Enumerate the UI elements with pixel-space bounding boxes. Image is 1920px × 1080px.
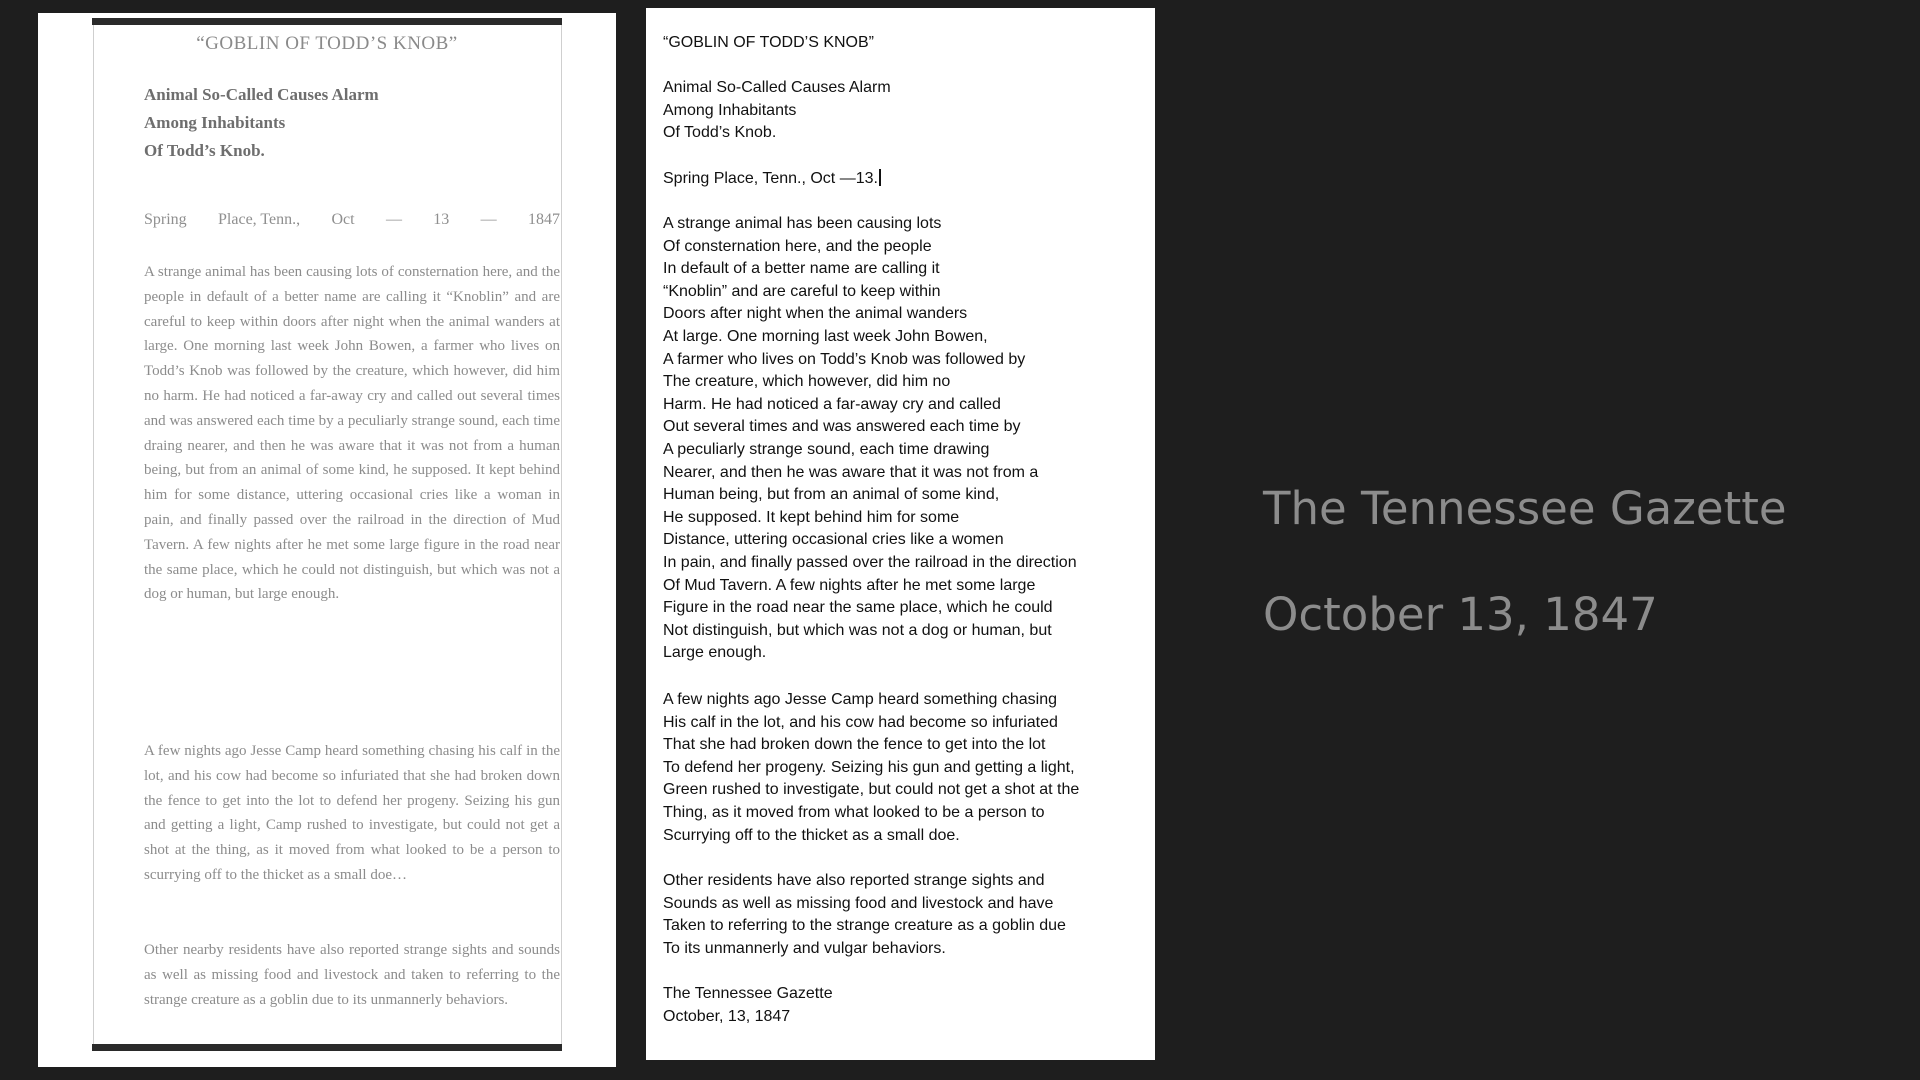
clipping-paragraph: A strange animal has been causing lots of consternation here, and the people in default of a better name are calling it “Knoblin” and are careful to keep within doors after night when the animal wanders at large. One morning last week John Bowen, a farmer who lives on Todd’s Knob was followed by the creature, which however, did him no harm. He had noticed a far-away cry and called out several times and was answered each time by a peculiarly strange sound, each time draing nearer, and then he was aware that it was not from a human being, but from an animal of some kind, he supposed. It kept behind him for some distance, uttering occasional cries like a woman in pain, and finally passed over the railroad in the direction of Mud Tavern. A few nights after he met some large figure in the road near the same place, which he could not distinguish, but which was not a dog or human, but large enough. bbox=[144, 264, 560, 603]
transcript-line: Distance, uttering occasional cries like a women bbox=[663, 531, 1004, 549]
publication-caption: The Tennessee Gazette bbox=[1263, 482, 1787, 535]
transcript-line: A few nights ago Jesse Camp heard something chasing bbox=[663, 691, 1058, 708]
transcript-line: Thing, as it moved from what looked to be a person to bbox=[663, 803, 1045, 821]
dateline-part: — bbox=[480, 211, 497, 228]
transcript-paragraph-1 bbox=[663, 213, 1149, 665]
transcript-line: The creature, which however, did him no bbox=[663, 373, 951, 391]
transcript-title: “GOBLIN OF TODD’S KNOB” bbox=[663, 34, 874, 51]
transcript-line: Human being, but from an animal of some kind, bbox=[663, 486, 1000, 504]
clipping-paragraph: A few nights ago Jesse Camp heard something chasing his calf in the lot, and his cow had become so infuriated that she had broken down the fence to get into the lot to defend her progeny. Seizing his gun and getting a light, Camp rushed to investigate, but could not get a shot at the thing, as it moved from what looked to be a person to scurrying off to the thicket as a small doe… bbox=[144, 743, 560, 883]
clipping-right-border bbox=[561, 25, 562, 1044]
transcript-line: October, 13, 1847 bbox=[663, 1007, 791, 1025]
transcript-line: Other residents have also reported strange sights and bbox=[663, 872, 1045, 889]
transcript-line: Nearer, and then he was aware that it was not from a bbox=[663, 463, 1039, 481]
transcript-source bbox=[663, 983, 1149, 1028]
transcript-paragraph-2 bbox=[663, 689, 1149, 847]
clipping-headline: “GOBLIN OF TODD’S KNOB” bbox=[196, 33, 458, 54]
dateline-part: — bbox=[385, 211, 402, 228]
transcript-line: “Knoblin” and are careful to keep within bbox=[663, 282, 941, 300]
dateline-part: Spring bbox=[144, 211, 187, 228]
transcript-line: Out several times and was answered each time by bbox=[663, 418, 1021, 436]
transcript-line: Of Mud Tavern. A few nights after he met some large bbox=[663, 576, 1036, 594]
transcript-paragraph-3 bbox=[663, 870, 1149, 960]
date-caption: October 13, 1847 bbox=[1263, 588, 1658, 641]
scanned-clipping bbox=[38, 13, 616, 1067]
clipping-paragraph: Other nearby residents have also reported strange sights and sounds as well as missing food and livestock and taken to referring to the strange creature as a goblin due to its unmannerly behaviors. bbox=[144, 942, 560, 1008]
clipping-left-border bbox=[93, 25, 94, 1044]
transcript-line: Of consternation here, and the people bbox=[663, 237, 932, 255]
transcript-dateline bbox=[663, 168, 1149, 191]
transcript-line: Sounds as well as missing food and livestock and have bbox=[663, 894, 1054, 912]
clipping-subhead-line: Animal So-Called Causes Alarm bbox=[144, 85, 379, 104]
transcript-line: Figure in the road near the same place, which he could bbox=[663, 599, 1053, 617]
transcript-line: The Tennessee Gazette bbox=[663, 985, 833, 1002]
clipping-subhead-line: Among Inhabitants bbox=[144, 113, 286, 132]
clipping-bottom-rule bbox=[92, 1044, 562, 1051]
transcript-subhead bbox=[663, 77, 1149, 145]
clipping-subhead-line: Of Todd’s Knob. bbox=[144, 141, 265, 160]
dateline-part: 1847 bbox=[527, 211, 560, 228]
transcript-line: In default of a better name are calling it bbox=[663, 260, 940, 278]
transcript-line: Of Todd’s Knob. bbox=[663, 124, 777, 142]
transcript-line: A strange animal has been causing lots bbox=[663, 215, 942, 232]
dateline-part: Place, Tenn., bbox=[218, 211, 301, 228]
clipping-subhead bbox=[144, 81, 379, 165]
transcript-line: Taken to referring to the strange creature as a goblin due bbox=[663, 917, 1066, 935]
transcript-line: A farmer who lives on Todd’s Knob was followed by bbox=[663, 350, 1026, 368]
transcript-line: A peculiarly strange sound, each time drawing bbox=[663, 440, 990, 458]
clipping-dateline bbox=[144, 211, 560, 229]
transcript-line: Doors after night when the animal wanders bbox=[663, 305, 968, 323]
transcript-line: To defend her progeny. Seizing his gun and getting a light, bbox=[663, 758, 1075, 776]
clipping-top-rule bbox=[92, 18, 562, 25]
transcript-line: Not distinguish, but which was not a dog or human, but bbox=[663, 621, 1052, 639]
transcript-line: He supposed. It kept behind him for some bbox=[663, 508, 960, 526]
transcript-line: Large enough. bbox=[663, 644, 767, 662]
transcript-line: Harm. He had noticed a far-away cry and called bbox=[663, 395, 1001, 413]
transcript-line: At large. One morning last week John Bowen, bbox=[663, 327, 988, 345]
text-cursor bbox=[879, 169, 881, 186]
dateline-text: Spring Place, Tenn., Oct —13. bbox=[663, 170, 878, 187]
transcript-line: In pain, and finally passed over the railroad in the direction bbox=[663, 553, 1077, 571]
transcript-line: Scurrying off to the thicket as a small doe. bbox=[663, 826, 960, 844]
transcript-line: Green rushed to investigate, but could not get a shot at the bbox=[663, 781, 1080, 799]
transcript-line: That she had broken down the fence to get into the lot bbox=[663, 736, 1046, 754]
dateline-part: Oct bbox=[331, 211, 355, 228]
transcript-line: His calf in the lot, and his cow had become so infuriated bbox=[663, 713, 1058, 731]
transcript-line: Animal So-Called Causes Alarm bbox=[663, 79, 891, 96]
transcript-line: Among Inhabitants bbox=[663, 101, 797, 119]
dateline-part: 13 bbox=[433, 211, 450, 228]
transcription-page[interactable] bbox=[646, 8, 1155, 1060]
transcript-line: To its unmannerly and vulgar behaviors. bbox=[663, 939, 946, 957]
